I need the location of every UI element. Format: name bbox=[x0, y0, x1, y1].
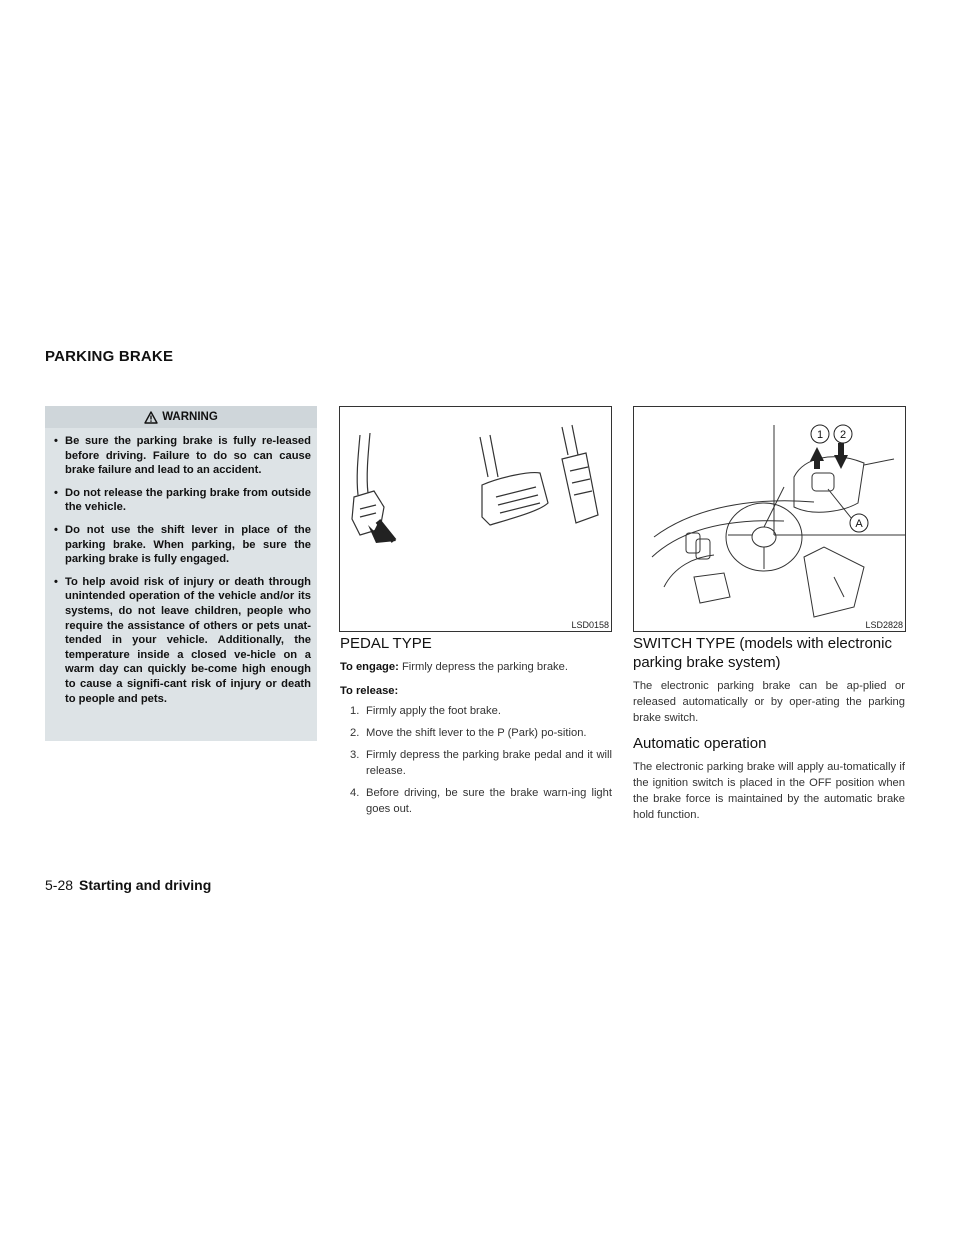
figure-code: LSD0158 bbox=[571, 620, 609, 630]
release-steps bbox=[340, 703, 612, 817]
release-step: 2. Move the shift lever to the P (Park) po-sition. bbox=[350, 727, 587, 739]
switch-type-heading: SWITCH TYPE (models with electronic parking brake system) bbox=[633, 635, 892, 671]
switch-body: The electronic parking brake can be ap-plied or released automatically or by oper-ating the parking brake switch. bbox=[633, 680, 905, 724]
warning-box bbox=[45, 406, 317, 741]
warning-item: • Do not use the shift lever in place of the parking brake. When parking, be sure the parking brake is fully engaged. bbox=[51, 523, 311, 567]
page-number: 5-28 bbox=[45, 877, 74, 893]
warning-header bbox=[45, 406, 317, 428]
warning-item: • To help avoid risk of injury or death through unintended operation of the vehicle and/or its systems, do not leave children, people who require the assistance of others or pets unat-tended in your vehicle. Additionally, the temperature inside a closed ve-hicle on a warm day can quickly be-come high enough to cause a signifi-cant risk of injury or death to people and pets. bbox=[51, 575, 311, 706]
pedal-type-section bbox=[340, 634, 612, 823]
release-step: 1. Firmly apply the foot brake. bbox=[350, 705, 501, 717]
chapter-title: Starting and driving bbox=[79, 877, 212, 893]
engage-paragraph bbox=[340, 659, 612, 675]
callout-2: 2 bbox=[839, 429, 847, 441]
callout-1: 1 bbox=[816, 429, 824, 441]
page-footer bbox=[45, 877, 211, 893]
warning-item: • Do not release the parking brake from outside the vehicle. bbox=[51, 486, 311, 515]
engage-text: Firmly depress the parking brake. bbox=[401, 661, 568, 673]
switch-type-section bbox=[633, 634, 905, 831]
switch-illustration bbox=[634, 407, 905, 631]
automatic-operation-heading: Automatic operation bbox=[633, 735, 767, 752]
pedal-type-figure bbox=[339, 406, 612, 632]
section-title: PARKING BRAKE bbox=[45, 348, 174, 365]
release-label: To release: bbox=[340, 685, 399, 697]
automatic-operation-body: The electronic parking brake will apply au-tomatically if the ignition switch is placed in the OFF position when the brake force is maintained by the automatic brake hold function. bbox=[633, 761, 905, 821]
pedal-illustration bbox=[340, 407, 611, 631]
warning-list bbox=[45, 428, 317, 706]
warning-item: • Be sure the parking brake is fully re-leased before driving. Failure to do so can cause brake failure and lead to an accident. bbox=[51, 434, 311, 478]
release-step: 3. Firmly depress the parking brake pedal and it will release. bbox=[350, 749, 612, 777]
release-label-paragraph bbox=[340, 683, 612, 699]
release-step: 4. Before driving, be sure the brake warn-ing light goes out. bbox=[350, 787, 612, 815]
warning-triangle-icon bbox=[144, 411, 158, 424]
pedal-type-heading: PEDAL TYPE bbox=[340, 635, 432, 652]
callout-a: A bbox=[855, 518, 863, 530]
figure-code: LSD2828 bbox=[865, 620, 903, 630]
engage-label: To engage: bbox=[340, 661, 399, 673]
warning-title: WARNING bbox=[162, 411, 218, 423]
switch-type-figure bbox=[633, 406, 906, 632]
